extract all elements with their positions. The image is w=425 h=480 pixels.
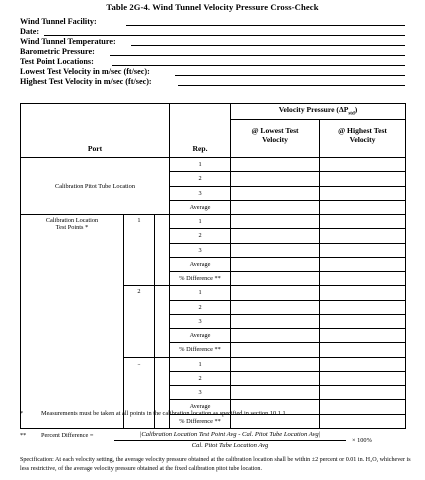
- fill-line[interactable]: [175, 75, 405, 76]
- field-label: Wind Tunnel Temperature:: [20, 37, 116, 46]
- test-points-label-line1: Calibration Location: [45, 217, 99, 224]
- rep-cell: Average: [170, 329, 231, 343]
- fill-line[interactable]: [131, 45, 405, 46]
- lowest-value-cell[interactable]: [231, 243, 320, 257]
- header-velocity-pressure: [231, 104, 406, 120]
- header-highest-line2: Velocity: [349, 135, 376, 144]
- highest-value-cell[interactable]: [320, 343, 406, 357]
- formula-fraction-bar: [114, 440, 346, 441]
- highest-value-cell[interactable]: [320, 371, 406, 385]
- test-points-label: [21, 215, 124, 429]
- formula-multiplier: × 100%: [352, 437, 372, 444]
- field-label: Lowest Test Velocity in m/sec (ft/sec):: [20, 67, 150, 76]
- highest-value-cell[interactable]: [320, 186, 406, 200]
- rep-cell: 3: [170, 386, 231, 400]
- header-lowest-velocity: [231, 120, 320, 158]
- formula-numerator: |Calibration Location Test Point Avg - Cal. Pitot Tube Location Avg|: [139, 431, 321, 438]
- highest-value-cell[interactable]: [320, 357, 406, 371]
- field-lowest-velocity: [20, 67, 405, 77]
- field-highest-velocity: [20, 77, 405, 87]
- rep-cell: 1: [170, 286, 231, 300]
- highest-value-cell[interactable]: [320, 386, 406, 400]
- field-label: Test Point Locations:: [20, 57, 94, 66]
- highest-value-cell[interactable]: [320, 257, 406, 271]
- footnote-star-mark: *: [20, 410, 24, 417]
- highest-value-cell[interactable]: [320, 314, 406, 328]
- field-facility: [20, 17, 97, 27]
- calibration-pitot-location: [21, 158, 170, 215]
- rep-cell: 3: [170, 314, 231, 328]
- field-label: Highest Test Velocity in m/sec (ft/sec):: [20, 77, 152, 86]
- field-test-point-locations: [20, 57, 405, 67]
- highest-value-cell[interactable]: [320, 200, 406, 214]
- lowest-value-cell[interactable]: [231, 386, 320, 400]
- header-rep-label: Rep.: [192, 144, 208, 153]
- rep-cell: 1: [170, 158, 231, 172]
- test-point-number: 2: [124, 286, 155, 357]
- header-highest-velocity: [320, 120, 406, 158]
- field-temperature: [20, 37, 405, 47]
- footnote-star: [20, 410, 286, 418]
- rep-cell: 1: [170, 215, 231, 229]
- lowest-value-cell[interactable]: [231, 200, 320, 214]
- percent-difference-label: Percent Difference =: [41, 432, 94, 439]
- test-point-number: ..: [124, 357, 155, 428]
- lowest-value-cell[interactable]: [231, 158, 320, 172]
- rep-cell: 2: [170, 229, 231, 243]
- highest-value-cell[interactable]: [320, 286, 406, 300]
- rep-cell: 2: [170, 300, 231, 314]
- footnote-star-text: Measurements must be taken at all points in the calibration location as specified in section 10.1.1: [41, 410, 286, 417]
- header-rep: [170, 104, 231, 158]
- rep-cell: 3: [170, 186, 231, 200]
- fill-line[interactable]: [126, 25, 405, 26]
- highest-value-cell[interactable]: [320, 400, 406, 414]
- fill-line[interactable]: [178, 85, 405, 86]
- lowest-value-cell[interactable]: [231, 257, 320, 271]
- test-points-label-line2: Test Points *: [55, 224, 89, 231]
- fill-line[interactable]: [110, 55, 405, 56]
- lowest-value-cell[interactable]: [231, 329, 320, 343]
- highest-value-cell[interactable]: [320, 158, 406, 172]
- header-velocity-pressure-subscript: std: [348, 111, 355, 117]
- highest-value-cell[interactable]: [320, 172, 406, 186]
- rep-cell: 2: [170, 172, 231, 186]
- field-label: Wind Tunnel Facility:: [20, 17, 97, 26]
- header-port: [21, 104, 170, 158]
- lowest-value-cell[interactable]: [231, 371, 320, 385]
- lowest-value-cell[interactable]: [231, 272, 320, 286]
- highest-value-cell[interactable]: [320, 229, 406, 243]
- formula-denominator: Cal. Pitot Tube Location Avg: [191, 442, 269, 449]
- rep-cell: % Difference **: [170, 272, 231, 286]
- field-label: Barometric Pressure:: [20, 47, 95, 56]
- rep-cell: 2: [170, 371, 231, 385]
- rep-cell: 3: [170, 243, 231, 257]
- lowest-value-cell[interactable]: [231, 172, 320, 186]
- test-point-spacer: [155, 215, 170, 286]
- header-port-label: Port: [87, 144, 103, 153]
- rep-cell: Average: [170, 400, 231, 414]
- field-label: Date:: [20, 27, 40, 36]
- header-velocity-pressure-close: ): [354, 104, 358, 114]
- calibration-pitot-label: Calibration Pitot Tube Location: [55, 182, 135, 190]
- rep-cell: 1: [170, 357, 231, 371]
- header-highest-line1: @ Highest Test: [338, 126, 387, 135]
- lowest-value-cell[interactable]: [231, 229, 320, 243]
- page-title: Table 2G-4. Wind Tunnel Velocity Pressure Cross-Check: [106, 2, 319, 12]
- highest-value-cell[interactable]: [320, 243, 406, 257]
- test-point-spacer: [155, 286, 170, 357]
- lowest-value-cell[interactable]: [231, 314, 320, 328]
- lowest-value-cell[interactable]: [231, 300, 320, 314]
- highest-value-cell[interactable]: [320, 300, 406, 314]
- highest-value-cell[interactable]: [320, 414, 406, 428]
- highest-value-cell[interactable]: [320, 215, 406, 229]
- lowest-value-cell[interactable]: [231, 343, 320, 357]
- highest-value-cell[interactable]: [320, 329, 406, 343]
- field-barometric-pressure: [20, 47, 405, 57]
- header-lowest-line2: Velocity: [262, 135, 288, 144]
- footnote-dstar-mark: **: [20, 432, 27, 439]
- field-date: [20, 27, 405, 37]
- header-lowest-line1: @ Lowest Test: [251, 126, 299, 135]
- lowest-value-cell[interactable]: [231, 215, 320, 229]
- rep-cell: Average: [170, 200, 231, 214]
- rep-cell: % Difference **: [170, 343, 231, 357]
- header-velocity-pressure-label: Velocity Pressure (ΔP: [278, 104, 349, 114]
- specification-text: Specification: At each velocity setting, the average velocity pressure obtained at the calibration location shall be within ±2 percent or 0.01 in. H₂O, whichever is less restrictive, of the average velocity pressure obtained at the fixed calibration pitot tube location.: [20, 457, 411, 472]
- fill-line[interactable]: [44, 35, 405, 36]
- test-point-number: 1: [124, 215, 155, 286]
- rep-cell: % Difference **: [170, 414, 231, 428]
- lowest-value-cell[interactable]: [231, 286, 320, 300]
- velocity-pressure-table: [20, 103, 406, 429]
- highest-value-cell[interactable]: [320, 272, 406, 286]
- fill-line[interactable]: [112, 65, 405, 66]
- lowest-value-cell[interactable]: [231, 186, 320, 200]
- lowest-value-cell[interactable]: [231, 357, 320, 371]
- rep-cell: Average: [170, 257, 231, 271]
